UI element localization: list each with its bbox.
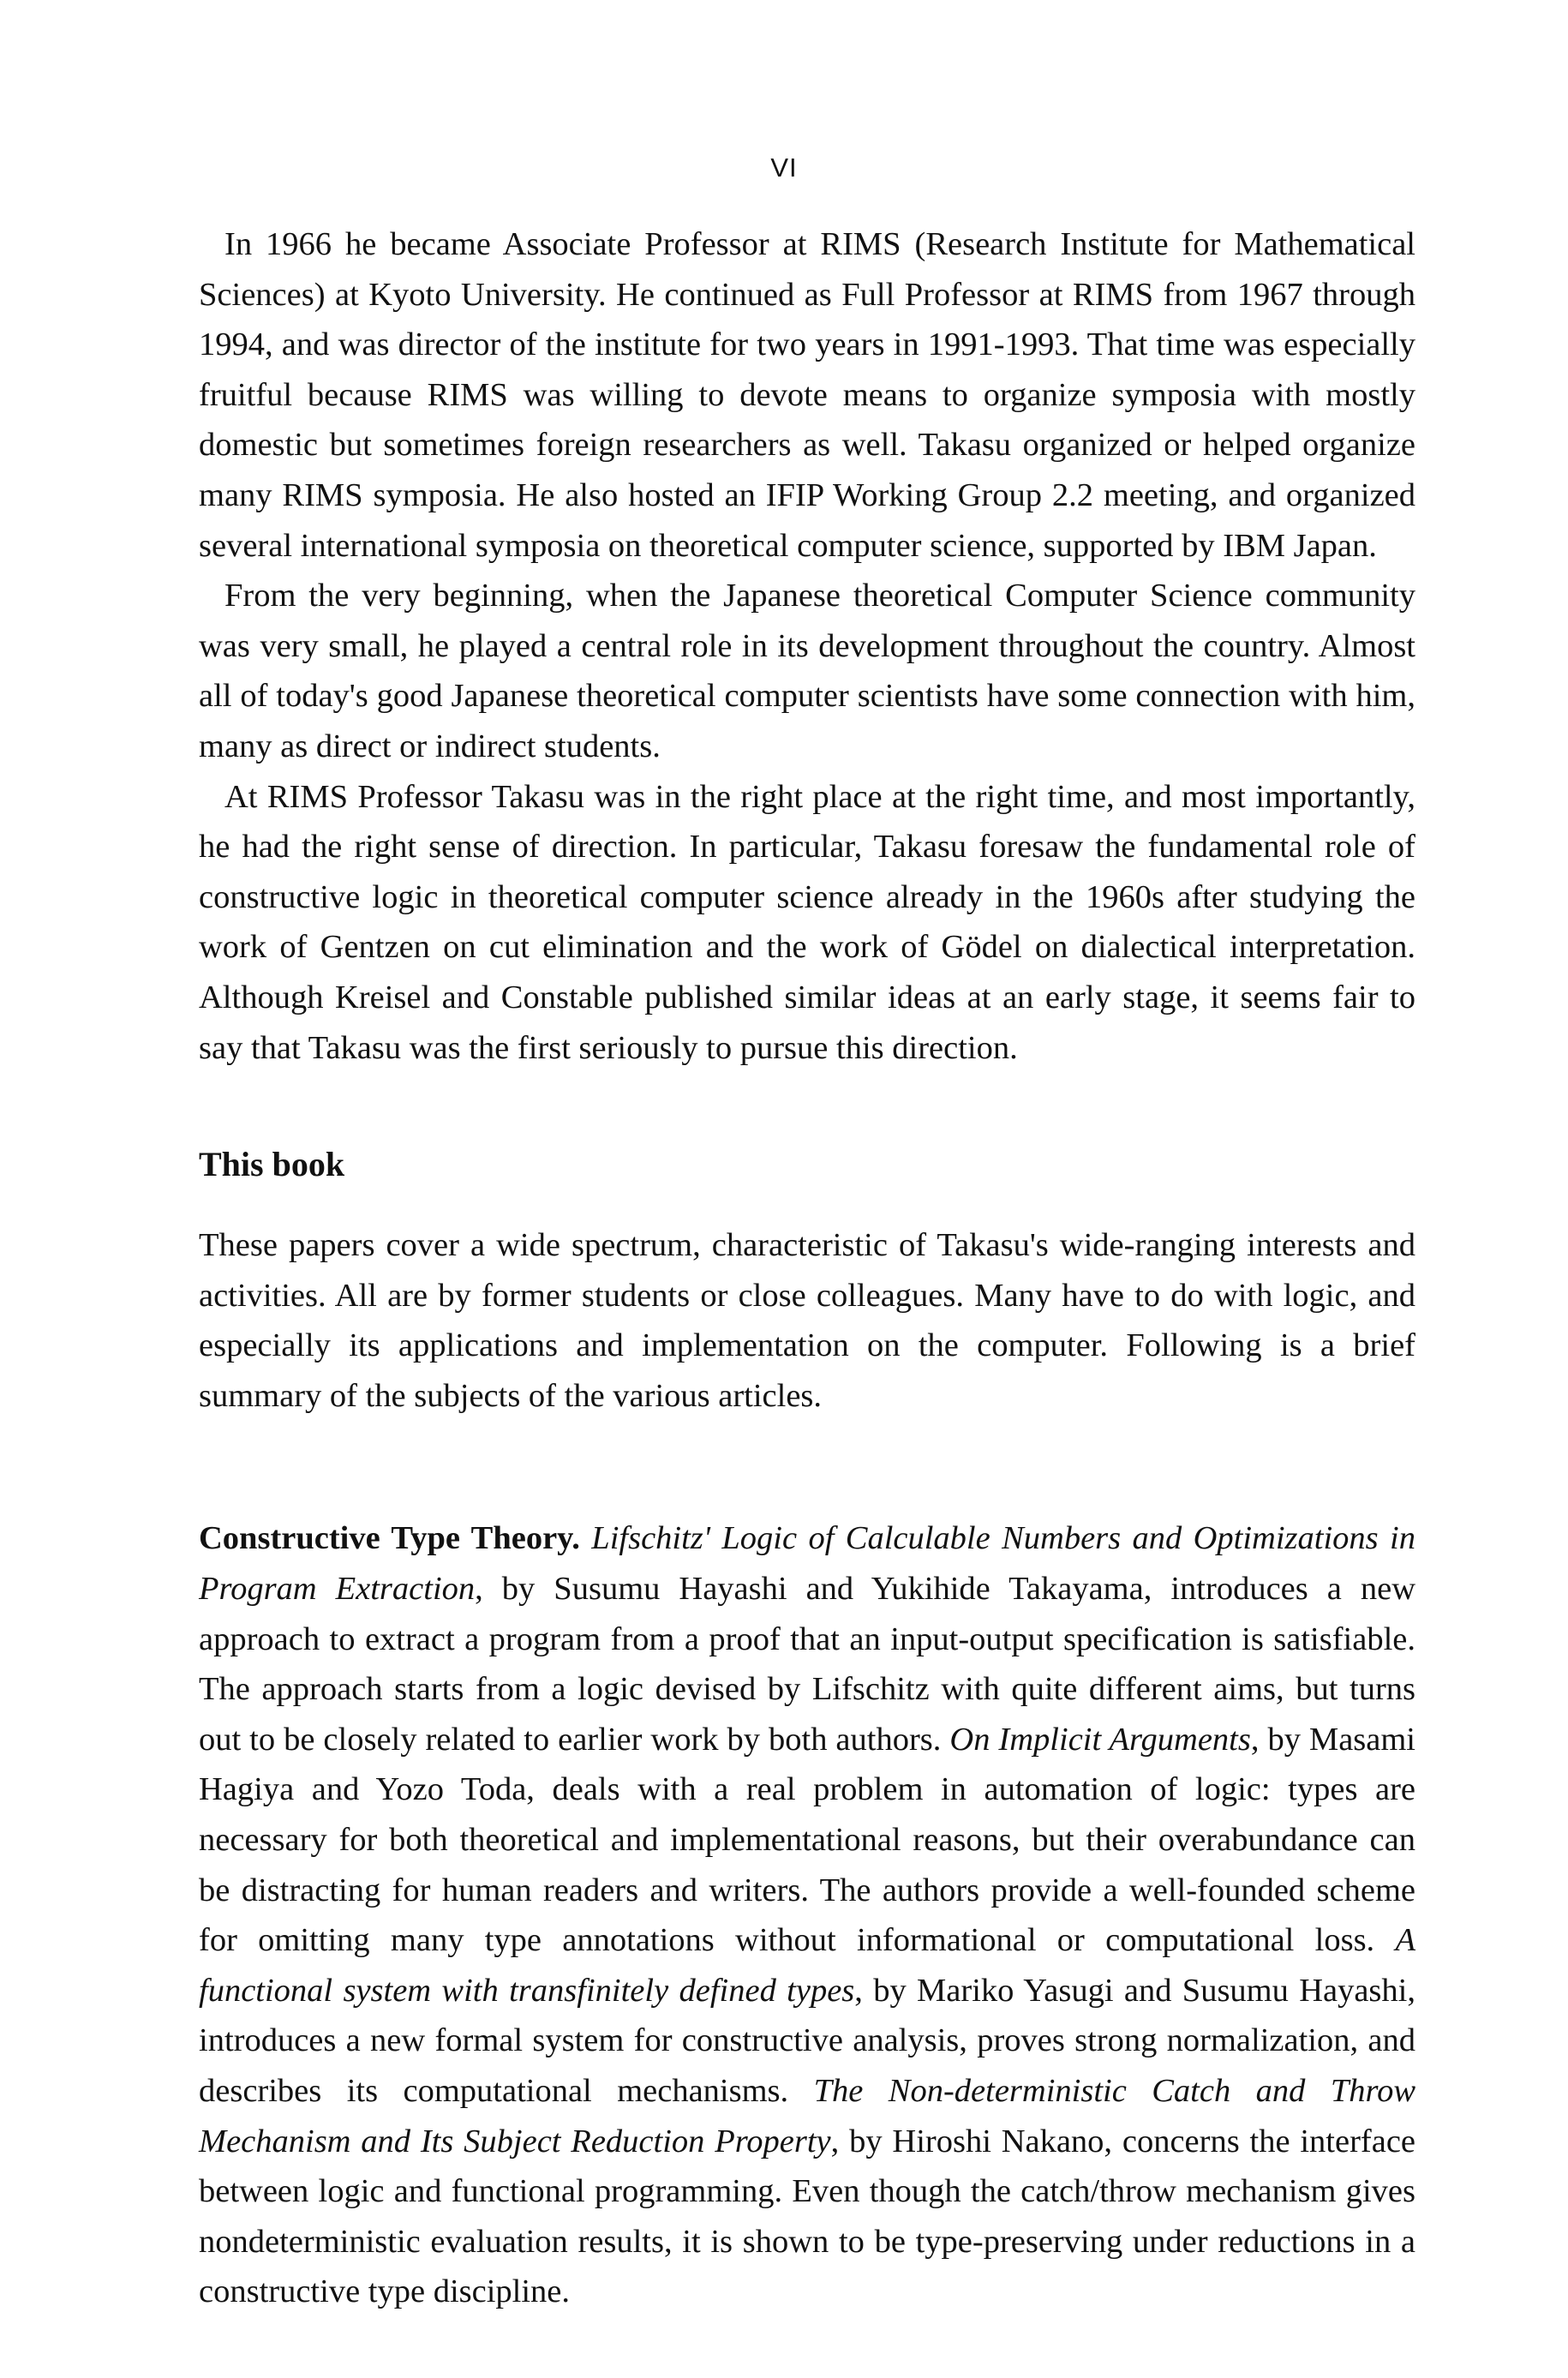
section-heading-this-book: This book bbox=[199, 1145, 345, 1184]
intro-paragraph-3: At RIMS Professor Takasu was in the right place at the right time, and most importantly, he had the right sense of direction. In particular, Takasu foresaw the fundamental role of constructive logic in theoretical computer science already in the 1960s after studying the work of Gentzen on cut elimination and the work of Gödel on dialectical interpretation. Although Kreisel and Constable published similar ideas at an early stage, it seems fair to say that Takasu was the first seriously to pursue this direction. bbox=[199, 778, 1415, 1066]
intro-paragraph-1: In 1966 he became Associate Professor at RIMS (Research Institute for Mathematical Sciences) at Kyoto University. He continued as Full Professor at RIMS from 1967 through 1994, and was director of the institute for two years in 1991-1993. That time was especially fruitful because RIMS was willing to devote means to organize symposia with mostly domestic but sometimes foreign researchers as well. Takasu organized or helped organize many RIMS symposia. He also hosted an IFIP Working Group 2.2 meeting, and organized several international symposia on theoretical computer science, supported by IBM Japan. bbox=[199, 226, 1415, 564]
article-summary-functional-system: , by Mariko Yasugi and Susumu Hayashi, introduces a new formal system for constructive analysis, proves strong normalization, and describes its computational mechanisms. bbox=[199, 1972, 1415, 2109]
article-title-implicit-arguments: On Implicit Arguments bbox=[949, 1721, 1251, 1758]
article-title-functional-system: A functional system with transfinitely defined types bbox=[199, 1922, 1415, 2009]
intro-paragraph-2: From the very beginning, when the Japanese theoretical Computer Science community was very small, he played a central role in its development throughout the country. Almost all of today's good Japanese theoretical computer scientists have some connection with him, many as direct or indirect students. bbox=[199, 578, 1415, 764]
intro-section bbox=[199, 219, 1415, 1073]
constructive-type-theory-paragraph bbox=[199, 1513, 1415, 2317]
article-title-catch-throw: The Non-deterministic Catch and Throw Mechanism and Its Subject Reduction Property bbox=[199, 2073, 1415, 2159]
text-column bbox=[199, 219, 1415, 2317]
article-summary-lifschitz: , by Susumu Hayashi and Yukihide Takayama, introduces a new approach to extract a program from a proof that an input-output specification is satisfiable. The approach starts from a logic devised by Lifschitz with quite different aims, but turns out to be closely related to earlier work by both authors. bbox=[199, 1571, 1415, 1758]
page-number: VI bbox=[770, 153, 798, 183]
article-summary-catch-throw: , by Hiroshi Nakano, concerns the interface between logic and functional programming. Even though the catch/throw mechanism gives nondeterministic evaluation results, it is shown to be type-preserving under reductions in a constructive type discipline. bbox=[199, 2123, 1415, 2310]
article-summary-implicit-arguments: , by Masami Hagiya and Yozo Toda, deals with a real problem in automation of logic: types are necessary for both theoretical and implementational reasons, but their overabundance can be distracting for human readers and writers. The authors provide a well-founded scheme for omitting many type annotations without informational or computational loss. bbox=[199, 1721, 1416, 1959]
run-in-heading: Constructive Type Theory. bbox=[199, 1520, 580, 1557]
article-title-lifschitz: Lifschitz' Logic of Calculable Numbers and Optimizations in Program Extraction bbox=[199, 1520, 1415, 1608]
this-book-paragraph: These papers cover a wide spectrum, characteristic of Takasu's wide-ranging interests and activities. All are by former students or close colleagues. Many have to do with logic, and especially its applications and implementation on the computer. Following is a brief summary of the subjects of the various articles. bbox=[199, 1227, 1415, 1414]
